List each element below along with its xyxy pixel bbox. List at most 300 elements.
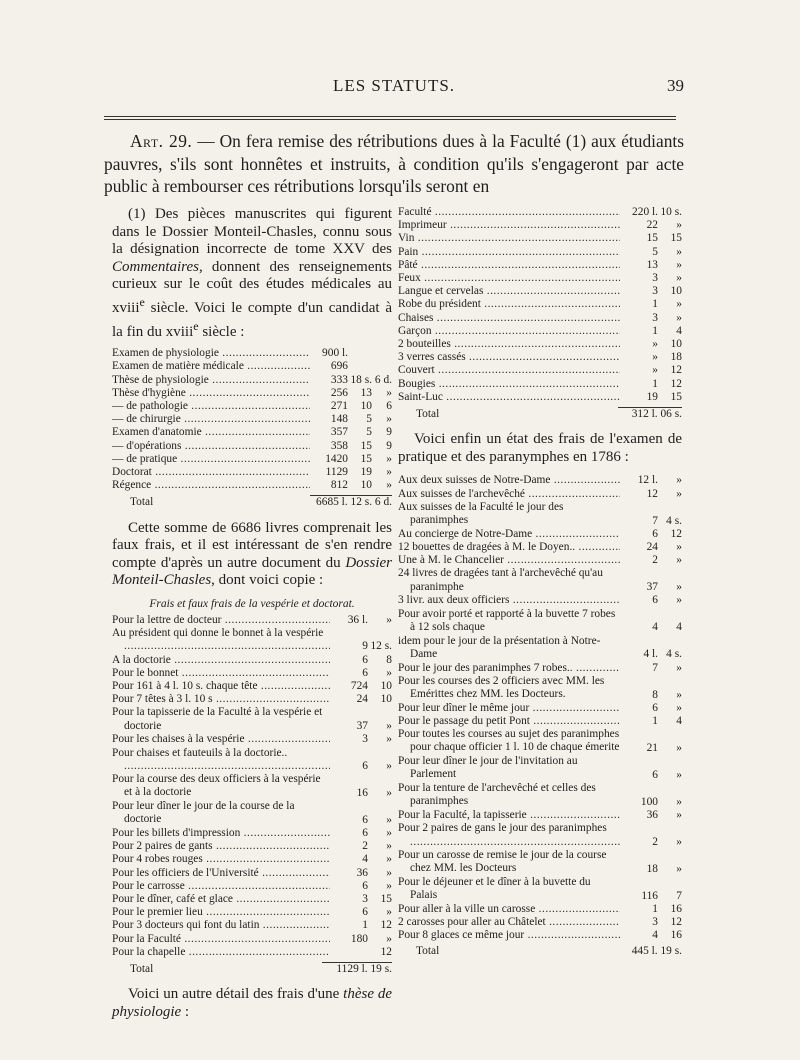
ledger-label: Pour un carosse de remise le jour de la course chez MM. les Docteurs ..... — [398, 849, 620, 876]
ledger-label: Faculté ..... — [398, 206, 620, 219]
ledger-row — [398, 809, 682, 822]
ledger-label: Pour les chaises à la vespérie ..... — [112, 733, 330, 746]
ledger-value-v1: 18 — [646, 862, 658, 875]
ledger-value-v1: 6 — [652, 594, 658, 607]
ledger-value-v1: 21 — [646, 742, 658, 755]
ledger-value-v2: » — [676, 272, 682, 285]
article-number: Art. 29. — [130, 131, 193, 151]
ledger-value-v1: 696 — [330, 360, 348, 373]
ledger-label: Pour la course des deux officiers à la vespérie et à la doctorie ..... — [112, 773, 330, 800]
ledger-row — [398, 594, 682, 607]
ledger-label: Pour la tenture de l'archevêché et celles des paranimphes ..... — [398, 782, 620, 809]
ledger-value-v2: » — [386, 733, 392, 746]
ledger-value-v2: 8 — [386, 653, 392, 666]
ledger-row — [398, 675, 682, 702]
ledger-value-v1: 1 — [652, 377, 658, 390]
ledger-value-v1: 36 — [646, 809, 658, 822]
ledger-value-v1: 22 — [646, 219, 658, 232]
ledger-value-v1: 1 — [652, 298, 658, 311]
ledger-value-v2: 15 — [360, 439, 372, 452]
ledger-value-v1: 1 — [362, 919, 368, 932]
ledger-value-v2: » — [676, 474, 682, 487]
footnote-right-column — [398, 206, 682, 959]
candidate-cost-table — [112, 347, 392, 492]
ledger-label: 2 carosses pour aller au Châtelet ..... — [398, 916, 620, 929]
ledger-row — [112, 893, 392, 906]
ledger-value-v1: 4 l. — [643, 648, 658, 661]
ledger-row — [112, 374, 392, 387]
ledger-value-v2: 10 — [380, 679, 392, 692]
ledger-value-v1: 812 — [330, 479, 348, 492]
ledger-value-v1: 9 — [362, 640, 368, 653]
ledger-value-v2: » — [676, 245, 682, 258]
ledger-value-v1: 3 — [652, 916, 658, 929]
ledger-row — [112, 614, 392, 627]
ledger-value-v2: » — [676, 487, 682, 500]
ledger-label: Thèse d'hygiène ..... — [112, 387, 310, 400]
ledger-value-v1: 37 — [356, 720, 368, 733]
ledger-label: 24 livres de dragées tant à l'archevêché qu'au paranimphe ..... — [398, 567, 620, 594]
ledger-label: Examen d'anatomie ..... — [112, 426, 310, 439]
ledger-value-v1: 6 — [362, 827, 368, 839]
ledger-label: Pour la Faculté, la tapisserie ..... — [398, 809, 620, 822]
ledger-value-v2: » — [386, 906, 392, 919]
ledger-value-v1: 13 — [646, 258, 658, 271]
ledger-value-v1: 24 — [356, 693, 368, 706]
ledger-value-v2: » — [386, 759, 392, 772]
ledger-label: Feux ..... — [398, 272, 620, 285]
ledger-row — [112, 747, 392, 773]
table3-total: Total 312 l. 06 s. — [416, 408, 682, 421]
ledger-value-v1: 3 — [652, 285, 658, 298]
ledger-label: Couvert ..... — [398, 364, 620, 377]
ledger-value-v1: 358 — [330, 439, 348, 452]
ledger-value-v1: 116 — [641, 889, 658, 902]
ledger-row — [112, 840, 392, 853]
ledger-value-v1: 7 — [652, 661, 658, 674]
ledger-label: 3 verres cassés ..... — [398, 351, 620, 364]
ledger-row — [112, 906, 392, 919]
ledger-row — [112, 880, 392, 893]
ledger-value-v2: 16 — [670, 902, 682, 915]
ledger-value-v2: 18 s. — [350, 373, 372, 386]
ledger-value-v2: 5 — [366, 426, 372, 439]
ledger-value-v2: » — [386, 932, 392, 945]
ledger-value-v2: 4 — [676, 715, 682, 728]
ledger-value-v2: 12 s. — [370, 640, 392, 653]
paranymphes-table — [398, 474, 682, 942]
ledger-value-v1: 6 — [652, 769, 658, 782]
ledger-value-v2: » — [676, 219, 682, 232]
ledger-label: Pour chaises et fauteuils à la doctorie.. ..... — [112, 747, 330, 773]
ledger-label: Pour les billets d'impression ..... — [112, 827, 330, 840]
ledger-value-v2: » — [676, 311, 682, 324]
ledger-row — [398, 916, 682, 929]
ledger-value-v2: 12 — [670, 916, 682, 929]
ledger-value-v3: » — [386, 465, 392, 478]
ledger-row — [112, 347, 392, 360]
ledger-label: Pour avoir porté et rapporté à la buvette 7 robes à 12 sols chaque ..... — [398, 608, 620, 635]
ledger-row — [112, 453, 392, 466]
article-text: — On fera remise des rétributions dues à la Faculté (1) aux étudiants pauvres, s'ils sont honnêtes et instruits, à condition qu'ils s'engageront par acte public à rembourser ces rétributions lorsqu'ils seront en — [104, 131, 684, 196]
ledger-value-v1: 6 — [362, 906, 368, 919]
ledger-label: — de pratique ..... — [112, 453, 310, 466]
ledger-value-v2: 10 — [670, 285, 682, 298]
paragraph-paranymphes: Voici enfin un état des frais de l'examen de pratique et des paranymphes en 1786 : — [398, 431, 682, 465]
ledger-row — [112, 706, 392, 733]
ledger-value-v1: 220 l. — [632, 206, 658, 218]
ledger-row — [398, 849, 682, 876]
ledger-row — [398, 541, 682, 554]
ledger-value-v1: 724 — [350, 679, 368, 692]
ledger-value-v1: 1129 — [325, 465, 348, 478]
ledger-value-v3: » — [386, 479, 392, 492]
ledger-row — [112, 827, 392, 840]
ledger-label: Imprimeur ..... — [398, 219, 620, 232]
ledger-value-v1: 1 — [652, 902, 658, 915]
ledger-value-v2: 4 s. — [666, 514, 682, 527]
ledger-label: Bougies ..... — [398, 378, 620, 391]
ledger-value-v1: 7 — [652, 514, 658, 527]
ledger-value-v1: 1 — [652, 324, 658, 337]
ledger-row — [112, 400, 392, 413]
ledger-value-v1: 3 — [652, 272, 658, 285]
article-29 — [104, 130, 684, 198]
ledger-row — [398, 728, 682, 755]
ledger-row — [112, 466, 392, 479]
ledger-value-v1: 4 — [652, 621, 658, 634]
ledger-value-v2: 15 — [360, 452, 372, 465]
ledger-value-v2: » — [386, 720, 392, 733]
ledger-value-v3: 6 d. — [374, 373, 392, 386]
ledger-label: — de chirurgie ..... — [112, 413, 310, 426]
ledger-value-v1: 4 — [362, 853, 368, 866]
ledger-value-v2: » — [386, 666, 392, 679]
ledger-value-v1: » — [652, 351, 658, 364]
ledger-row — [398, 501, 682, 528]
table2-caption: Frais et faux frais de la vespérie et doctorat. — [149, 597, 355, 610]
ledger-value-v1: 19 — [646, 390, 658, 403]
ledger-label: 12 bouettes de dragées à M. le Doyen.. ..... — [398, 541, 620, 554]
paragraph-faux-frais: Cette somme de 6686 livres comprenait les faux frais, et il est intéressant de s'en rendre compte d'après un autre document du Dossier Monteil-Chasles, dont voici copie : — [112, 519, 392, 589]
ledger-row — [398, 474, 682, 487]
ledger-value-v2: » — [676, 554, 682, 567]
ledger-value-v1: 3 — [362, 893, 368, 906]
ledger-label: Pour 2 paires de gants ..... — [112, 840, 330, 853]
ledger-value-v2: 10 — [360, 479, 372, 492]
ledger-value-v1: 12 — [646, 487, 658, 500]
ledger-row — [398, 219, 682, 232]
ledger-value-v2: » — [676, 742, 682, 755]
ledger-label: Examen de physiologie ..... — [112, 347, 310, 360]
ledger-row — [398, 567, 682, 594]
ledger-row — [398, 206, 682, 219]
these-physiologie-table — [398, 206, 682, 404]
ledger-label: Saint-Luc ..... — [398, 391, 620, 404]
ledger-value-v3: 9 — [386, 439, 392, 452]
ledger-row — [112, 426, 392, 439]
ledger-label: Aux suisses de l'archevêché ..... — [398, 488, 620, 501]
ledger-row — [398, 378, 682, 391]
ledger-label: Pour le premier lieu ..... — [112, 906, 330, 919]
ledger-row — [398, 635, 682, 662]
table4-total: Total 445 l. 19 s. — [416, 945, 682, 958]
ledger-value-v1: 15 — [646, 232, 658, 245]
ledger-row — [112, 627, 392, 653]
ledger-row — [112, 360, 392, 373]
ledger-label: Pour le passage du petit Pont ..... — [398, 715, 620, 728]
ledger-value-v2: » — [676, 594, 682, 607]
ledger-label: Pour 4 robes rouges ..... — [112, 853, 330, 866]
ledger-value-v2: 15 — [380, 893, 392, 906]
ledger-value-v1: 36 — [356, 866, 368, 879]
ledger-label: Langue et cervelas ..... — [398, 285, 620, 298]
ledger-value-v1: 36 l. — [347, 613, 368, 626]
ledger-label: Aux deux suisses de Notre-Dame ..... — [398, 474, 620, 487]
ledger-value-v2: 19 — [360, 465, 372, 478]
ledger-value-v2: » — [386, 613, 392, 626]
ledger-label: Pour 161 à 4 l. 10 s. chaque tête ..... — [112, 680, 330, 693]
ledger-row — [398, 903, 682, 916]
ledger-value-v2: » — [676, 769, 682, 782]
ledger-value-v2: » — [676, 701, 682, 714]
ledger-label: Pour leur dîner le même jour ..... — [398, 702, 620, 715]
ledger-value-v2: 10 — [380, 693, 392, 706]
ledger-value-v2: 12 — [670, 377, 682, 390]
table2-total: Total 1129 l. 19 s. — [130, 963, 392, 976]
ledger-value-v1: 256 — [330, 386, 348, 399]
ledger-value-v1: 2 — [362, 840, 368, 853]
ledger-value-v1: » — [652, 364, 658, 377]
ledger-row — [398, 715, 682, 728]
ledger-label: Pour le jour des paranimphes 7 robes.. ..... — [398, 662, 620, 675]
ledger-value-v2: 4 s. — [666, 648, 682, 661]
ledger-row — [112, 733, 392, 746]
ledger-row — [398, 554, 682, 567]
ledger-label: Thèse de physiologie ..... — [112, 374, 310, 387]
ledger-row — [112, 800, 392, 827]
ledger-value-v2: » — [676, 258, 682, 271]
ledger-row — [112, 867, 392, 880]
ledger-label: Pour la lettre de docteur ..... — [112, 614, 330, 627]
ledger-row — [398, 351, 682, 364]
ledger-label: Garçon ..... — [398, 325, 620, 338]
ledger-label: Pour le dîner, café et glace ..... — [112, 893, 330, 906]
ledger-value-v1: 271 — [330, 399, 348, 412]
ledger-row — [112, 946, 392, 959]
ledger-row — [112, 654, 392, 667]
ledger-value-v2: » — [676, 796, 682, 809]
ledger-value-v1: 333 — [330, 373, 348, 386]
footnote-intro: (1) Des pièces manuscrites qui figurent dans le Dossier Monteil-Chasles, connu sous la désignation incorrecte de tome XXV des Commentaires, donnent des renseignements curieux sur le coût des études médicales au xviii$^e$ siècle. Voici le compte d'un candidat à la fin du xviii$^e$ siècle : — [112, 206, 392, 340]
ledger-value-v2: » — [386, 840, 392, 853]
ledger-value-v2: 16 — [670, 929, 682, 942]
ledger-label: Pour aller à la ville un carosse ..... — [398, 903, 620, 916]
ledger-row — [112, 919, 392, 932]
ledger-value-v1: 12 l. — [637, 474, 658, 487]
ledger-row — [398, 272, 682, 285]
ledger-value-v1: 5 — [652, 245, 658, 258]
ledger-label: Au président qui donne le bonnet à la vespérie ..... — [112, 627, 330, 653]
page-header — [104, 76, 684, 102]
ledger-value-v1: 8 — [652, 688, 658, 701]
ledger-label: Pour 3 docteurs qui font du latin ..... — [112, 919, 330, 932]
ledger-value-v2: » — [386, 853, 392, 866]
ledger-value-v2: » — [386, 786, 392, 799]
ledger-label: Pour les officiers de l'Université ..... — [112, 867, 330, 880]
ledger-value-v2: » — [676, 541, 682, 554]
ledger-label: Pour 2 paires de gans le jour des paranimphes ..... — [398, 822, 620, 848]
ledger-value-v1: 180 — [350, 932, 368, 945]
ledger-value-v2: 12 — [380, 945, 392, 958]
ledger-value-v2: » — [676, 835, 682, 848]
ledger-row — [112, 933, 392, 946]
ledger-row — [112, 680, 392, 693]
ledger-row — [398, 364, 682, 377]
ledger-value-v1: 3 — [652, 311, 658, 324]
ledger-label: Pour le bonnet ..... — [112, 667, 330, 680]
ledger-label: Examen de matière médicale ..... — [112, 360, 310, 373]
ledger-label: Robe du président ..... — [398, 298, 620, 311]
ledger-label: idem pour le jour de la présentation à Notre-Dame ..... — [398, 635, 620, 662]
ledger-row — [398, 929, 682, 942]
ledger-value-v2: 12 — [670, 364, 682, 377]
ledger-label: Pour la Faculté ..... — [112, 933, 330, 946]
ledger-value-v1: 16 — [356, 786, 368, 799]
ledger-value-v1: 6 — [362, 879, 368, 892]
ledger-row — [112, 413, 392, 426]
ledger-row — [398, 488, 682, 501]
ledger-value-v2: 4 — [676, 324, 682, 337]
ledger-value-v2: » — [676, 298, 682, 311]
ledger-value-v1: 6 — [652, 527, 658, 540]
ledger-value-v2: 12 — [670, 527, 682, 540]
ledger-label: Pour toutes les courses au sujet des paranimphes pour chaque officier 1 l. 10 de chaque émerite ..... — [398, 728, 620, 755]
ledger-label: Aux suisses de la Faculté le jour des paranimphes ..... — [398, 501, 620, 528]
ledger-label: Une à M. le Chancelier ..... — [398, 554, 620, 567]
table1-total: Total 6685 l. 12 s. 6 d. — [130, 496, 392, 509]
ledger-row — [112, 667, 392, 680]
ledger-row — [112, 387, 392, 400]
ledger-value-v1: 3 — [362, 733, 368, 746]
ledger-value-v1: 6 — [362, 666, 368, 679]
ledger-value-v2: » — [676, 581, 682, 594]
ledger-label: Pour leur dîner le jour de la course de la doctorie ..... — [112, 800, 330, 827]
ledger-row — [398, 876, 682, 903]
ledger-row — [398, 259, 682, 272]
ledger-row — [398, 325, 682, 338]
ledger-row — [398, 391, 682, 404]
ledger-row — [398, 662, 682, 675]
ledger-label: Pâté ..... — [398, 259, 620, 272]
ledger-value-v1: 357 — [330, 426, 348, 439]
ledger-value-v3: » — [386, 413, 392, 426]
ledger-label: — de pathologie ..... — [112, 400, 310, 413]
ledger-label: 3 livr. aux deux officiers ..... — [398, 594, 620, 607]
ledger-label: Pour les courses des 2 officiers avec MM. les Emérittes chez MM. les Docteurs. ..... — [398, 675, 620, 702]
ledger-row — [398, 246, 682, 259]
ledger-label: Pour la tapisserie de la Faculté à la vespérie et doctorie ..... — [112, 706, 330, 733]
ledger-label: Régence ..... — [112, 479, 310, 492]
ledger-value-v2: 4 — [676, 621, 682, 634]
ledger-row — [398, 608, 682, 635]
ledger-row — [112, 853, 392, 866]
ledger-value-v1: 148 — [330, 413, 348, 426]
ledger-label: Pain ..... — [398, 246, 620, 259]
ledger-value-v2: 18 — [670, 351, 682, 364]
ledger-label: Pour 7 têtes à 3 l. 10 s ..... — [112, 693, 330, 706]
paragraph-these: Voici un autre détail des frais d'une thèse de physiologie : — [112, 986, 393, 1020]
ledger-row — [112, 693, 392, 706]
ledger-row — [398, 782, 682, 809]
ledger-label: Doctorat ..... — [112, 466, 310, 479]
ledger-value-v3: » — [386, 386, 392, 399]
ledger-row — [112, 773, 392, 800]
ledger-value-v1: 1 — [652, 715, 658, 728]
ledger-label: — d'opérations ..... — [112, 440, 310, 453]
ledger-value-v1: 2 — [652, 554, 658, 567]
ledger-row — [398, 285, 682, 298]
ledger-value-v2: » — [386, 827, 392, 839]
ledger-row — [398, 528, 682, 541]
ledger-value-v2: 7 — [676, 889, 682, 902]
ledger-label: Chaises ..... — [398, 312, 620, 325]
ledger-row — [398, 298, 682, 311]
ledger-value-v1: 100 — [640, 796, 658, 809]
header-rule — [104, 116, 676, 120]
ledger-value-v2: 10 — [670, 338, 682, 351]
ledger-value-v2: » — [676, 688, 682, 701]
ledger-row — [398, 232, 682, 245]
ledger-value-v2: » — [676, 809, 682, 822]
ledger-label: A la doctorie ..... — [112, 654, 330, 667]
ledger-label: Pour 8 glaces ce même jour ..... — [398, 929, 620, 942]
ledger-value-v1: 6 — [362, 759, 368, 772]
ledger-row — [398, 822, 682, 848]
ledger-value-v2: 15 — [670, 390, 682, 403]
ledger-label: Pour leur dîner le jour de l'invitation au Parlement ..... — [398, 755, 620, 782]
ledger-row — [398, 312, 682, 325]
ledger-value-v1: 900 l. — [322, 347, 348, 360]
ledger-value-v2: 15 — [670, 232, 682, 245]
footnote-left-column — [112, 206, 392, 1029]
ledger-value-v2: » — [676, 661, 682, 674]
ledger-value-v1: 6 — [652, 701, 658, 714]
ledger-value-v3: 6 — [386, 399, 392, 412]
ledger-row — [398, 755, 682, 782]
ledger-value-v2: 10 s. — [660, 206, 682, 218]
ledger-value-v2: 13 — [360, 386, 372, 399]
ledger-row — [398, 338, 682, 351]
ledger-value-v2: 12 — [380, 919, 392, 932]
ledger-label: Pour le carrosse ..... — [112, 880, 330, 893]
page-number: 39 — [667, 76, 684, 95]
ledger-label: Pour la chapelle ..... — [112, 946, 330, 959]
ledger-value-v1: 1420 — [325, 452, 348, 465]
ledger-label: 2 bouteilles ..... — [398, 338, 620, 351]
ledger-value-v1: » — [652, 338, 658, 351]
ledger-label: Pour le déjeuner et le dîner à la buvette du Palais ..... — [398, 876, 620, 903]
ledger-value-v1: 24 — [646, 541, 658, 554]
ledger-value-v1: 6 — [362, 813, 368, 826]
ledger-value-v2: 5 — [366, 413, 372, 426]
ledger-row — [398, 702, 682, 715]
ledger-value-v2: 10 — [360, 399, 372, 412]
ledger-label: Au concierge de Notre-Dame ..... — [398, 528, 620, 541]
ledger-value-v1: 37 — [646, 581, 658, 594]
ledger-value-v1: 6 — [362, 653, 368, 666]
ledger-value-v2: » — [386, 866, 392, 879]
